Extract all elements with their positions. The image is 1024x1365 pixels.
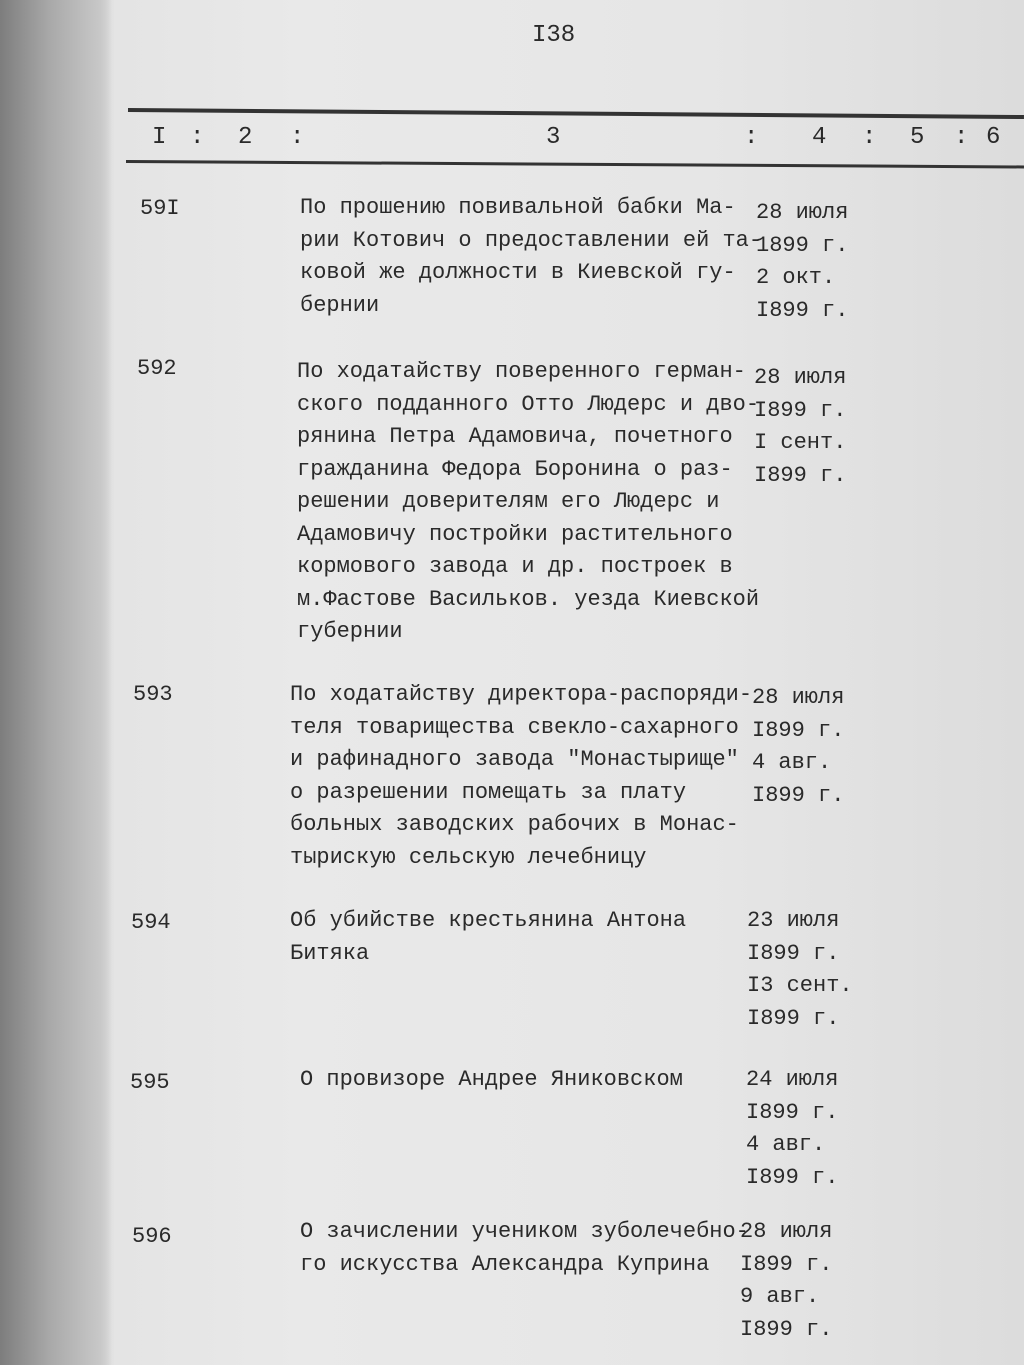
entry-number: 594	[131, 910, 171, 935]
book-spine-shadow	[0, 0, 112, 1365]
entry-dates: 28 июля 1899 г. 2 окт. I899 г.	[756, 200, 849, 323]
column-header-4: 4	[812, 124, 827, 151]
header-rule-bottom	[126, 160, 1024, 168]
column-header-5: 5	[910, 124, 925, 151]
column-separator: :	[190, 124, 205, 151]
column-header-1: I	[152, 124, 167, 151]
entry-dates: 28 июля I899 г. 9 авг. I899 г.	[740, 1219, 833, 1342]
entry-number: 595	[130, 1070, 170, 1095]
column-separator: :	[954, 124, 969, 151]
entry-number: 596	[132, 1224, 172, 1249]
entry-number: 593	[133, 682, 173, 707]
column-separator: :	[862, 124, 877, 151]
column-separator: :	[290, 124, 305, 151]
entry-dates: 24 июля I899 г. 4 авг. I899 г.	[746, 1067, 839, 1190]
column-header-6: 6	[986, 124, 1001, 151]
entry-description: По ходатайству директора-распоряди- теля товарищества свекло-сахарного и рафинадного завода "Монастырище" о разрешении помещать за плату больных заводских рабочих в Монас- тырискую сельскую лечебницу	[290, 682, 753, 870]
entry-description: По ходатайству поверенного герман- ского подданного Отто Людерс и дво- рянина Петра Адамовича, почетного гражданина Федора Боронина о раз- решении доверителям его Людерс и Адамовичу постройки растительного кормового завода и др. построек в м.Фастове Васильков. уезда Киевской губернии	[297, 359, 760, 644]
column-separator: :	[744, 124, 759, 151]
entry-dates: 28 июля I899 г. 4 авг. I899 г.	[752, 685, 845, 808]
entry-description: О зачислении учеником зуболечебно- го искусства Александра Куприна	[300, 1219, 749, 1277]
entry-dates: 28 июля I899 г. I сент. I899 г.	[754, 365, 847, 488]
entry-description: О провизоре Андрее Яниковском	[300, 1067, 683, 1092]
page-number: I38	[532, 22, 576, 49]
column-header-3: 3	[546, 124, 561, 151]
entry-number: 592	[137, 356, 177, 381]
entry-dates: 23 июля I899 г. I3 сент. I899 г.	[747, 908, 853, 1031]
entry-description: По прошению повивальной бабки Ма- рии Котович о предоставлении ей та- ковой же должности в Киевской гу- бернии	[300, 195, 763, 318]
column-header-2: 2	[238, 124, 253, 151]
entry-description: Об убийстве крестьянина Антона Битяка	[290, 908, 687, 966]
entry-number: 59I	[140, 196, 180, 221]
header-rule-top	[128, 108, 1024, 119]
